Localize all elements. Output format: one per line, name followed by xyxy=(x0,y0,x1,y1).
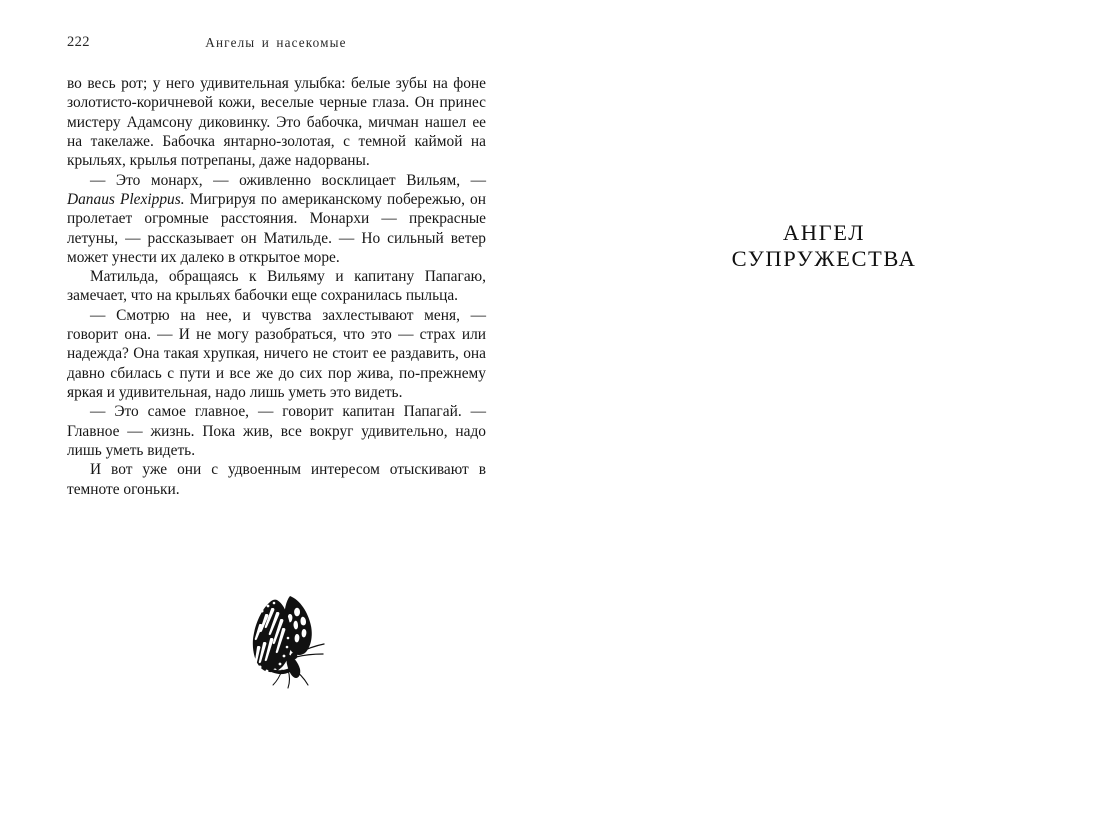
running-head-title: Ангелы и насекомые xyxy=(205,35,347,50)
butterfly-illustration xyxy=(232,590,328,690)
chapter-title xyxy=(664,220,984,271)
page-number: 222 xyxy=(67,34,90,50)
paragraph: — Смотрю на нее, и чувства захлестывают меня, — говорит она. — И не могу разобраться, что это — страх или надежда? Она такая хрупкая, ничего не стоит ее раздавить, она давно сбилась с пути и все же до сих пор жива, по-прежнему яркая и удивительная, надо лишь уметь это видеть. xyxy=(67,306,486,401)
chapter-title-line-2: СУПРУЖЕСТВА xyxy=(731,245,917,271)
paragraph: Матильда, обращаясь к Вильяму и капитану Папагаю, замечает, что на крыльях бабочки еще сохранилась пыльца. xyxy=(67,268,486,305)
recto-page xyxy=(550,0,1100,825)
paragraph-tail: Мигрируя по американскому побережью, он пролетает огромные расстояния. Монархи — прекрасные летуны, — рассказывает он Матильде. — Но сильный ветер может унести их далеко в открытое море. xyxy=(67,190,486,266)
body-text-block xyxy=(67,74,486,499)
paragraph-lead: — Это монарх, — оживленно восклицает Вильям, — xyxy=(90,171,486,189)
species-name-italic: Danaus Plexippus. xyxy=(67,190,185,208)
paragraph-with-species-name xyxy=(67,171,486,268)
paragraph: И вот уже они с удвоенным интересом отыскивают в темноте огоньки. xyxy=(67,461,486,498)
paragraph: во весь рот; у него удивительная улыбка: белые зубы на фоне золотисто-коричневой кожи, веселые черные глаза. Он принес мистеру Адамсону диковинку. Это бабочка, мичман нашел ее на такелаже. Бабочка янтарно-золотая, с темной каймой на крыльях, крылья потрепаны, даже надорваны. xyxy=(67,75,486,170)
chapter-title-line-1: АНГЕЛ xyxy=(782,220,866,245)
running-head xyxy=(67,34,485,54)
paragraph: — Это самое главное, — говорит капитан Папагай. — Главное — жизнь. Пока жив, все вокруг удивительно, надо лишь уметь видеть. xyxy=(67,403,486,459)
